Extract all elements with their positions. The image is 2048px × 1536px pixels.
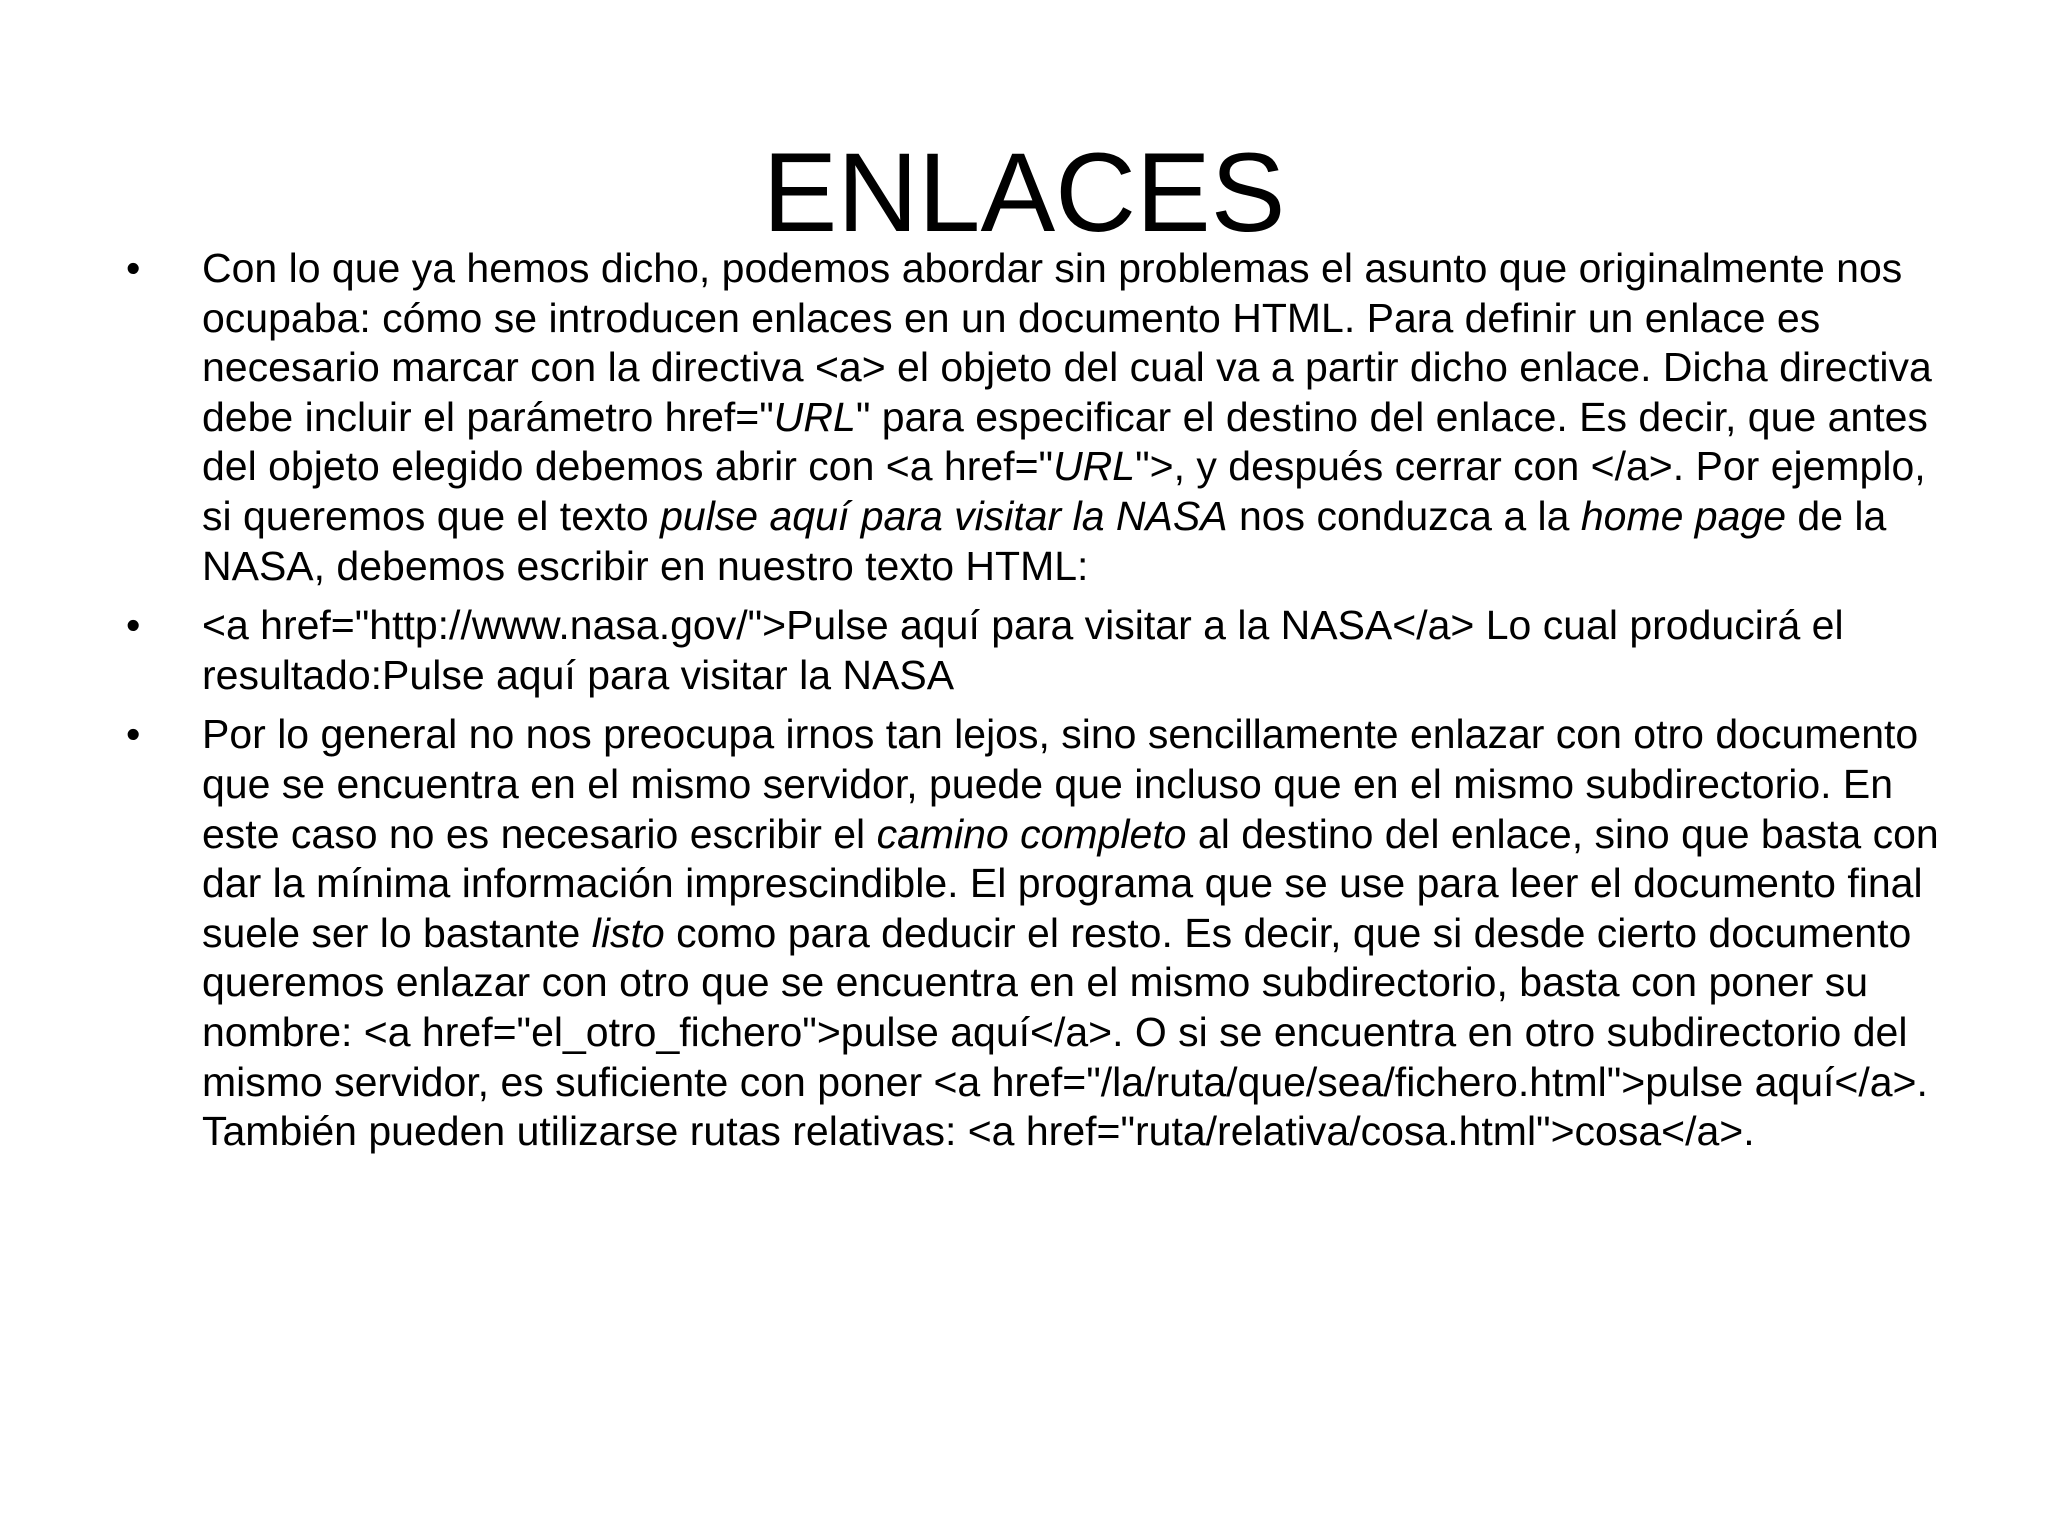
text-segment: al destino del enlace, sino que basta con dar la mínima información imprescindible. El programa que se use para leer el documento final suele ser lo bastante [202, 810, 1939, 956]
bullet-item [118, 601, 1958, 700]
bullet-item [118, 710, 1958, 1156]
text-segment: Con lo que ya hemos dicho, podemos abordar sin problemas el asunto que originalmente nos ocupaba: cómo se introducen enlaces en un documento HTML. Para definir un enlace es necesario marcar con la directiva <a> el objeto del cual va a partir dicho enlace. Dicha directiva debe incluir el parámetro href=" [202, 245, 1932, 440]
slide-title: ENLACES [762, 130, 1286, 255]
bullet-text [202, 602, 1844, 698]
italic-segment: camino completo [876, 810, 1187, 857]
bullet-list [118, 244, 1958, 1167]
text-segment: de la NASA, debemos escribir en nuestro texto HTML: [202, 492, 1887, 589]
text-segment: ">, y después cerrar con </a>. Por ejemplo, si queremos que el texto [202, 443, 1926, 539]
bullet-item [118, 244, 1958, 591]
italic-segment: URL [773, 393, 856, 440]
text-segment: " para especificar el destino del enlace. Es decir, que antes del objeto elegido debemos abrir con <a href=" [202, 393, 1928, 490]
bullet-text [202, 711, 1939, 1154]
text-segment: como para deducir el resto. Es decir, que si desde cierto documento queremos enlazar con otro que se encuentra en el mismo subdirectorio, basta con poner su nombre: <a href="el_otro_fichero">pulse aquí</a>. O si se encuentra en otro subdirectorio del mismo servidor, es suficiente con poner <a href="/la/ruta/que/sea/fichero.html">pulse aquí</a>. También pueden utilizarse rutas relativas: <a href="ruta/relativa/cosa.html">cosa</a>. [202, 909, 1928, 1155]
italic-segment: URL [1053, 443, 1136, 490]
bullet-text [202, 245, 1932, 589]
italic-segment: listo [591, 909, 665, 956]
text-segment: nos conduzca a la [1227, 492, 1581, 539]
bullet-marker: • [126, 602, 141, 649]
italic-segment: pulse aquí para visitar la NASA [660, 492, 1228, 539]
text-segment: <a href="http://www.nasa.gov/">Pulse aquí para visitar a la NASA</a> Lo cual producirá el resultado:Pulse aquí para visitar la NASA [202, 602, 1844, 698]
bullet-marker: • [126, 245, 141, 291]
text-segment: Por lo general no nos preocupa irnos tan lejos, sino sencillamente enlazar con otro documento que se encuentra en el mismo servidor, puede que incluso que en el mismo subdirectorio. En este caso no es necesario escribir el [202, 711, 1919, 857]
bullet-marker: • [126, 711, 141, 758]
italic-segment: home page [1580, 492, 1787, 539]
